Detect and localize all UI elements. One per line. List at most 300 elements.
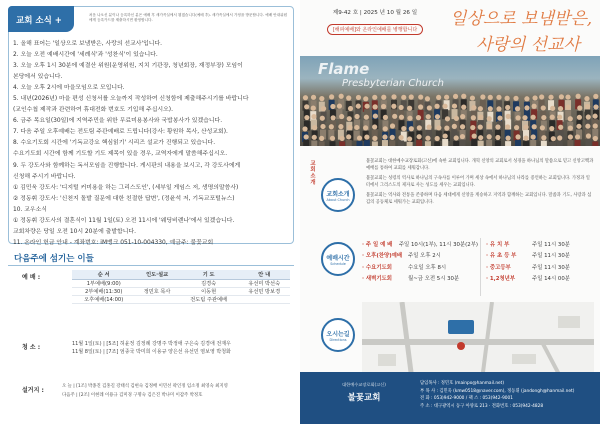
worship-badge-ko: 예배시간 [326, 254, 350, 262]
crowd-head [541, 105, 546, 110]
crowd-head [356, 95, 361, 100]
intro-paragraph: 불꽃교회는 대한예수교장로회(고신)에 속한 교회입니다. 개혁 신앙의 교회로서 성경을 하나님의 말씀으로 믿고 신앙고백과 예배를 통하여 교회를 세워갑니다. [366, 159, 594, 171]
church-logo [324, 382, 404, 403]
service-time: 주일 11시 30분 [532, 264, 570, 271]
crowd-head [409, 94, 414, 99]
service-time: 주일 14시 00분 [532, 276, 570, 283]
congregation-photo [300, 56, 600, 146]
crowd-head [559, 94, 564, 99]
issue-note: [해피예배]와 온라인예배를 병행합니다 [327, 24, 423, 35]
crowd-head [391, 104, 396, 109]
crowd-person [434, 142, 440, 146]
crowd-head [524, 105, 529, 110]
duty-row [72, 287, 290, 295]
intro-paragraph: 불꽃교회는 성령의 역사로 하나님의 구속사를 이루어 가며 세상 속에서 하나님의 나라를 증언하는 교회입니다. 가정과 일터에서 그리스도의 제자로 사는 성도를 세우는 교회입니다. [366, 176, 590, 188]
crowd-head [354, 114, 359, 119]
crowd-head [312, 135, 317, 140]
duty-cell: 김경숙 [179, 279, 239, 287]
crowd-person [585, 139, 591, 146]
crowd-head [541, 115, 546, 120]
crowd-head [363, 96, 368, 101]
crowd-person [515, 140, 521, 146]
crowd-head [382, 134, 387, 139]
crowd-head [506, 114, 511, 119]
crowd-head [417, 134, 422, 139]
news-item: 11. 온라인 헌금 안내 - 계좌번호: iM뱅크 051-10-004330, 예금주: 불꽃교회 [13, 239, 214, 246]
service-time: 주일 11시 30분 [532, 253, 570, 260]
duty-cell [135, 279, 178, 287]
map-drawing [362, 302, 594, 380]
crowd-head [381, 104, 386, 109]
crowd-head [480, 94, 485, 99]
crowd-person [330, 141, 336, 146]
dishes-label: 설거지 : [22, 387, 44, 394]
crowd-head [347, 116, 352, 121]
cover-page [300, 0, 600, 424]
crowd-head [425, 96, 430, 101]
photo-logo-word-1: Flame [318, 60, 370, 78]
duty-header-cell: 안 내 [238, 270, 290, 279]
crowd-head [436, 125, 441, 130]
cleaning-label: 청 소 : [22, 344, 41, 351]
crowd-person [398, 141, 404, 146]
crowd-head [453, 94, 458, 99]
church-name: 불꽃교회 [347, 393, 381, 403]
crowd-head [523, 136, 528, 141]
crowd-head [319, 136, 324, 141]
service-name: · 주 일 예 배 [362, 241, 393, 248]
crowd-head [372, 104, 377, 109]
crowd-head [460, 124, 465, 129]
service-name: · 중고등부 [486, 264, 511, 271]
crowd-person [523, 141, 529, 146]
crowd-head [320, 116, 325, 121]
crowd-head [593, 123, 598, 128]
church-intro [366, 158, 594, 209]
crowd-head [427, 105, 432, 110]
news-list [13, 39, 293, 249]
crowd-head [593, 104, 598, 109]
news-item: 7. 다음 주일 오후예배는 전도팀 주관예배로 드립니다(강사: 황원하 목사, 산성교회). [13, 129, 228, 136]
crowd-person [407, 142, 413, 146]
crowd-head [586, 133, 591, 138]
crowd-head [461, 105, 466, 110]
crowd-head [515, 115, 520, 120]
crowd-head [339, 114, 344, 119]
crowd-head [575, 134, 580, 139]
serving-panel [8, 265, 294, 398]
crowd-person [372, 141, 378, 146]
crowd-head [445, 116, 450, 121]
crowd-head [401, 126, 406, 131]
crowd-person [557, 141, 563, 146]
crowd-person [319, 141, 325, 146]
crowd-head [478, 106, 483, 111]
crowd-head [416, 115, 421, 120]
crowd-head [373, 113, 378, 118]
crowd-head [496, 95, 501, 100]
crowd-head [338, 124, 343, 129]
service-row [486, 250, 596, 262]
cleaning-row: 11월 1일(토) | [5조] 허윤정 김정례 강명주 박정애 구은숙 김경애 전재우 [72, 341, 231, 347]
service-name: · 1,2청년부 [486, 276, 516, 283]
issue-info [310, 8, 440, 35]
news-item: 교회차량은 당일 오전 10시 20분에 출발합니다. [13, 228, 136, 235]
crowd-head [381, 95, 386, 100]
duty-cell: 정민호 목사 [135, 287, 178, 295]
crowd-head [568, 116, 573, 121]
duty-cell: 유선민 방보경 [238, 287, 290, 295]
duty-header-cell: 순 서 [72, 270, 135, 279]
duty-cell: 오후예배(14:00) [72, 295, 135, 303]
crowd-head [532, 124, 537, 129]
crowd-head [505, 105, 510, 110]
news-item: 10. 교우소식 [13, 206, 48, 213]
crowd-head [311, 95, 316, 100]
crowd-person [530, 140, 536, 146]
crowd-head [550, 115, 555, 120]
crowd-head [304, 104, 309, 109]
crowd-head [505, 136, 510, 141]
crowd-head [425, 136, 430, 141]
crowd-head [497, 116, 502, 121]
intro-paragraph: 불꽃교회는 역사와 전통을 존중하며 다음 세대에게 신앙을 계승하고 지역과 함께하는 교회입니다. 말씀과 기도, 사랑과 섬김의 공동체로 세워가는 교회입니다. [366, 193, 592, 205]
crowd-head [444, 126, 449, 131]
service-times-departments [486, 238, 596, 284]
crowd-head [584, 96, 589, 101]
crowd-head [426, 125, 431, 130]
crowd-head [577, 105, 582, 110]
crowd-person [389, 140, 395, 146]
crowd-head [495, 124, 500, 129]
worship-badge-en: Schedule [330, 261, 346, 266]
crowd-head [330, 104, 335, 109]
worship-duty-label: 예 배 : [22, 274, 41, 281]
crowd-head [478, 124, 483, 129]
crowd-head [354, 125, 359, 130]
crowd-head [551, 136, 556, 141]
news-item: 본당에서 있습니다. [13, 74, 63, 81]
crowd-head [331, 115, 336, 120]
crowd-head [523, 124, 528, 129]
news-item: 4. 오늘 오후 2시에 마을모임으로 모입니다. [13, 85, 125, 92]
crowd-head [532, 95, 537, 100]
map-building [512, 354, 536, 364]
crowd-head [329, 94, 334, 99]
crowd-head [346, 134, 351, 139]
crowd-head [435, 136, 440, 141]
crowd-head [531, 115, 536, 120]
crowd-head [576, 124, 581, 129]
crowd-head [383, 115, 388, 120]
crowd-head [539, 94, 544, 99]
contact-line: 부 목 사 : 김민욱 (kmw0518@naver.com), 정동휘 (jandongh@hanmail.net) [420, 388, 575, 394]
crowd-person [459, 140, 465, 146]
crowd-head [312, 125, 317, 130]
duty-cell: 유선미 박선숙 [238, 279, 290, 287]
crowd-head [372, 95, 377, 100]
duty-row [72, 295, 290, 303]
crowd-head [436, 95, 441, 100]
crowd-head [471, 105, 476, 110]
crowd-head [401, 95, 406, 100]
crowd-head [524, 96, 529, 101]
crowd-head [364, 104, 369, 109]
crowd-head [409, 126, 414, 131]
crowd-person [471, 139, 477, 146]
service-name: · 새벽기도회 [362, 276, 392, 283]
crowd-head [586, 114, 591, 119]
intro-badge [320, 178, 356, 212]
crowd-person [478, 141, 484, 146]
service-name: · 오후(찬양)예배 [362, 253, 403, 260]
contact-info [420, 380, 596, 410]
directions-badge-en: Directions [329, 337, 347, 342]
duty-header-cell: 기 도 [179, 270, 239, 279]
crowd-person [495, 140, 501, 146]
crowd-head [443, 133, 448, 138]
crowd-head [452, 124, 457, 129]
crowd-person [339, 141, 345, 146]
service-row [486, 238, 596, 250]
crowd-head [487, 134, 492, 139]
crowd-head [392, 114, 397, 119]
crowd-head [399, 105, 404, 110]
crowd-head [348, 106, 353, 111]
crowd-head [398, 135, 403, 140]
crowd-head [593, 94, 598, 99]
crowd-head [339, 94, 344, 99]
crowd-head [488, 95, 493, 100]
crowd-head [593, 136, 598, 141]
crowd-head [407, 106, 412, 111]
service-time: 월~금 오전 5시 30분 [408, 276, 460, 283]
denomination: 대한예수교장로회(고신) [342, 382, 386, 387]
crowd-head [471, 115, 476, 120]
crowd-person [425, 141, 431, 146]
crowd-head [522, 115, 527, 120]
motto-line-2: 사랑의 선교사 [476, 35, 580, 55]
duty-row [72, 279, 290, 287]
crowd-person [311, 140, 317, 146]
crowd-head [320, 124, 325, 129]
location-map [362, 302, 594, 380]
crowd-head [549, 126, 554, 131]
directions-badge [320, 318, 356, 352]
duty-header-cell: 인도·설교 [135, 270, 178, 279]
crowd-head [372, 124, 377, 129]
crowd-head [319, 96, 324, 101]
crowd-person [346, 140, 352, 146]
crowd-head [532, 104, 537, 109]
news-item: 6. 금주 목요일(30일)에 지역주민을 위한 무료미용봉사와 국밥봉사가 있겠습니다. [13, 118, 223, 125]
crowd-head [304, 115, 309, 120]
duty-table-header [72, 270, 290, 279]
crowd-head [304, 134, 309, 139]
crowd-head [407, 116, 412, 121]
crowd-person [364, 140, 370, 146]
church-news-panel [8, 6, 294, 244]
service-time: 주일 오후 2시 [408, 253, 441, 260]
service-row [362, 273, 478, 285]
crowd-head [383, 126, 388, 131]
news-item: 8. 수요기도회 시간에 '기독교강요 핵심읽기' 시리즈 설교가 진행되고 있습니다. [13, 140, 216, 147]
crowd-head [356, 104, 361, 109]
crowd-head [565, 94, 570, 99]
crowd-head [390, 135, 395, 140]
news-item: (교인수첩 제작과 관련하여 휴대전화 번호도 기입해 주십시오). [13, 107, 173, 114]
crowd-person [575, 140, 581, 146]
duty-cell: 전도팀 주관예배 [179, 295, 239, 303]
news-item: 9. 두 강도사와 함께하는 독서모임을 진행합니다. 게시판의 내용을 보시고, 각 강도사에게 [13, 162, 241, 169]
motto-line-1: 일상으로 보냄받은, [450, 9, 593, 29]
crowd-head [346, 95, 351, 100]
crowd-head [593, 114, 598, 119]
crowd-head [339, 136, 344, 141]
crowd-head [515, 134, 520, 139]
crowd-head [568, 125, 573, 130]
crowd-person [453, 141, 459, 146]
service-time: 주일 10시(1부), 11시 30분(2부) [398, 241, 478, 248]
crowd-head [487, 116, 492, 121]
crowd-head [399, 115, 404, 120]
church-news-tab: 교회 소식 + [8, 6, 74, 32]
crowd-head [470, 125, 475, 130]
service-time: 주일 11시 30분 [532, 241, 570, 248]
news-item: 2. 오늘 오전 예배시간에 '세례식'과 '성찬식'이 있습니다. [13, 52, 158, 59]
crowd-person [382, 140, 388, 146]
intro-side-label: 교회소개 [309, 160, 315, 186]
crowd-head [585, 104, 590, 109]
photo-watermark [318, 60, 444, 89]
crowd-person [541, 141, 547, 146]
map-pin-icon [457, 342, 465, 350]
crowd-person [442, 139, 448, 146]
duty-cell [238, 295, 290, 303]
service-row [362, 261, 478, 273]
service-divider [480, 238, 481, 296]
crowd-head [495, 135, 500, 140]
crowd-head [435, 114, 440, 119]
crowd-head [330, 136, 335, 141]
crowd-head [454, 116, 459, 121]
crowd-head [407, 136, 412, 141]
crowd-head [558, 125, 563, 130]
service-name: · 유 치 부 [486, 241, 510, 248]
crowd-head [442, 104, 447, 109]
crowd-head [311, 106, 316, 111]
crowd-head [505, 124, 510, 129]
crowd-head [452, 103, 457, 108]
crowd-person [416, 140, 422, 146]
crowd-head [550, 106, 555, 111]
crowd-head [470, 95, 475, 100]
crowd-head [363, 125, 368, 130]
crowd-head [321, 106, 326, 111]
service-row [486, 273, 596, 285]
crowd-person [357, 141, 363, 146]
crowd-head [454, 135, 459, 140]
service-row [362, 238, 478, 250]
crowd-head [531, 134, 536, 139]
crowd-head [418, 94, 423, 99]
service-name: · 수요기도회 [362, 264, 392, 271]
dishes-schedule [62, 383, 298, 400]
crowd-head [372, 136, 377, 141]
crowd-head [390, 123, 395, 128]
crowd-head [347, 125, 352, 130]
contact-line: 전 화 : 053)942-9000 / 팩 스 : 053)942-9001 [420, 396, 514, 402]
news-item: 1. 올해 표어는 '일상으로 보냄받은, 사랑의 선교사'입니다. [13, 41, 163, 47]
crowd-head [513, 96, 518, 101]
crowd-person [505, 141, 511, 146]
crowd-head [557, 115, 562, 120]
crowd-head [577, 115, 582, 120]
duty-cell [135, 295, 178, 303]
crowd-person [303, 140, 309, 146]
footer [300, 372, 600, 424]
crowd-head [364, 115, 369, 120]
crowd-head [568, 134, 573, 139]
crowd-head [478, 135, 483, 140]
newcomer-note: 처음 나오신 분이나 등록하신 분은 예배 후 새가족실에서 뵙겠습니다(예배 후). 새가족실에서 가정을 방문합니다. 예배 안내위원에게 등록카드를 제출하시면 환영합니다. [89, 13, 288, 22]
service-times-main [362, 238, 478, 284]
crowd-head [364, 135, 369, 140]
service-time: 수요일 오후 8시 [408, 264, 447, 271]
news-item: 신청해 주시기 바랍니다. [13, 173, 76, 180]
duty-table [72, 270, 290, 304]
news-item: ① 김민욱 강도사: '디지털 커미용을 하는 그리스도인', (세부일 게임스 저, 생명의말씀사) [13, 184, 239, 191]
crowd-head [418, 104, 423, 109]
crowd-head [460, 114, 465, 119]
crowd-head [426, 114, 431, 119]
crowd-head [557, 135, 562, 140]
crowd-person [592, 141, 598, 146]
crowd-head [514, 125, 519, 130]
crowd-head [461, 94, 466, 99]
crowd-head [585, 124, 590, 129]
crowd-head [576, 94, 581, 99]
crowd-head [566, 105, 571, 110]
crowd-head [357, 135, 362, 140]
crowd-person [567, 140, 573, 146]
crowd-head [444, 95, 449, 100]
intro-badge-en: About Church [326, 197, 350, 202]
news-item: ② 정동휘 강도사: '신천지 돌발 질문에 대한 친절한 답변', (정윤석 저, 기독교포털뉴스) [13, 195, 235, 202]
crowd-head [515, 106, 520, 111]
cleaning-schedule [72, 340, 292, 356]
map-building [558, 316, 580, 328]
dishes-row: 오 늘 | [1조] 박종진 김홍길 강태석 김현숙 김정배 이민선 곽인정 임소정 최영숙 최지영 [62, 384, 228, 389]
crowd-head [496, 106, 501, 111]
crowd-head [478, 114, 483, 119]
serving-heading: 다음주에 섬기는 이들 [14, 254, 94, 264]
church-marker [448, 320, 474, 334]
crowd-head [460, 134, 465, 139]
crowd-head [541, 135, 546, 140]
duty-cell: 이동현 [179, 287, 239, 295]
crowd-head [311, 114, 316, 119]
service-name: · 유 초 등 부 [486, 253, 517, 260]
crowd-head [548, 95, 553, 100]
crowd-head [540, 125, 545, 130]
dishes-row: 다음주 | [2조] 이현례 이용규 김미경 구명숙 김은진 박나미 이갑주 박정호 [62, 392, 203, 398]
crowd-head [337, 103, 342, 108]
crowd-head [329, 124, 334, 129]
crowd-person [486, 140, 492, 146]
map-building [378, 354, 396, 366]
contact-line: 주 소 : 대구광역시 동구 아양로 213 · 전화번호 : 053)942-4828 [420, 403, 544, 409]
